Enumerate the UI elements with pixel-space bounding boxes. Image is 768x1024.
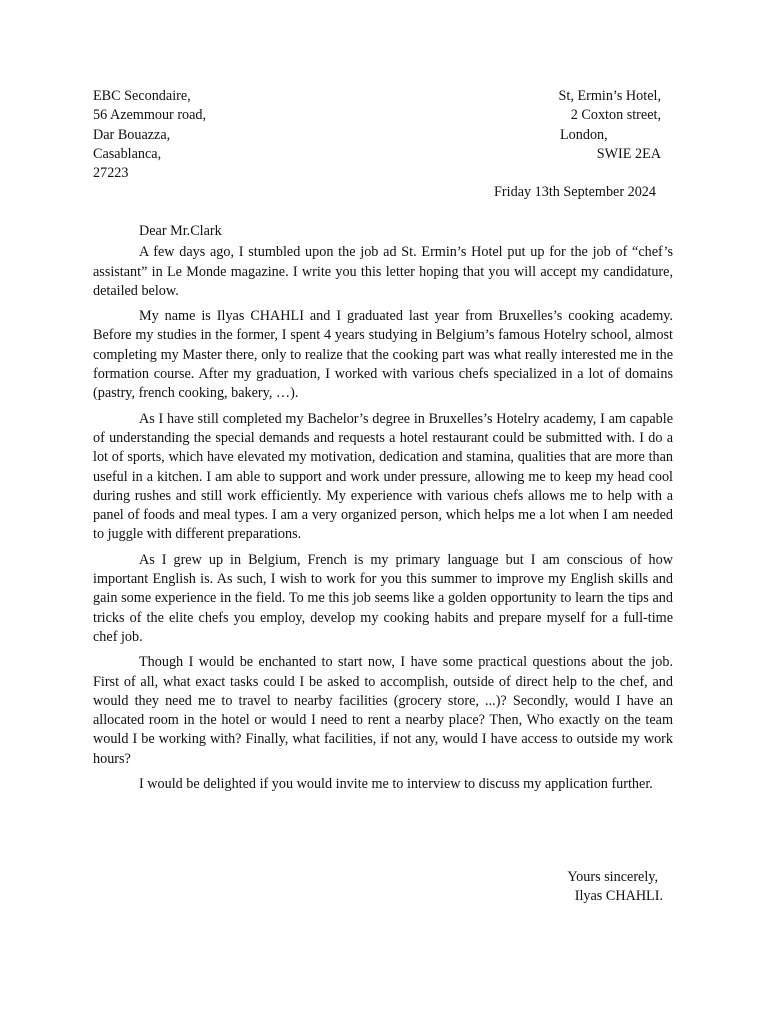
paragraph: As I have still completed my Bachelor’s degree in Bruxelles’s Hotelry academy, I am capable of understanding the special demands and requests a hotel restaurant could be submitted with. I do a lot of sports, which have elevated my motivation, dedication and stamina, qualities that are more than useful in a kitchen. I am able to support and work under pressure, allowing me to keep my head cool during rushes and still work efficiently. My experience with various chefs allows me to help with a panel of foods and meal types. I am a very organized person, which helps me a lot when I am needed to juggle with different preparations. — [93, 410, 673, 543]
sender-line: 56 Azemmour road, — [93, 107, 207, 124]
sender-address — [93, 87, 353, 183]
paragraph: I would be delighted if you would invite me to interview to discuss my application further. — [139, 776, 653, 793]
paragraph: Though I would be enchanted to start now, I have some practical questions about the job. First of all, what exact tasks could I be asked to accomplish, outside of direct help to the chef, and would they need me to travel to nearby facilities (grocery store, ...)? Secondly, would I have an allocated room in the hotel or would I need to rent a nearby place? Then, Who exactly on the team would I be working with? Finally, what facilities, if not any, would I have access to outside my work hours? — [93, 654, 673, 767]
recipient-address — [480, 87, 661, 164]
sender-line: Casablanca, — [93, 145, 162, 162]
paragraph: My name is Ilyas CHAHLI and I graduated last year from Bruxelles’s cooking academy. Before my studies in the former, I spent 4 years studying in Belgium’s famous Hotelry school, almost completing my Master there, only to realize that the cooking part was what really interested me in the formation course. After my graduation, I worked with various chefs specialized in a lot of domains (pastry, french cooking, bakery, …). — [93, 308, 673, 402]
signature-name: Ilyas CHAHLI. — [574, 888, 663, 905]
recipient-line: St, Ermin’s Hotel, — [558, 88, 661, 104]
recipient-line: 2 Coxton street, — [570, 107, 661, 124]
letter-closing — [420, 868, 663, 907]
recipient-line: London, — [560, 126, 608, 143]
valediction: Yours sincerely, — [567, 869, 658, 885]
recipient-line: SWIE 2EA — [596, 145, 661, 162]
sender-line: 27223 — [93, 165, 129, 182]
letter-body — [93, 222, 673, 800]
sender-line: EBC Secondaire, — [93, 88, 191, 104]
paragraph: A few days ago, I stumbled upon the job ad St. Ermin’s Hotel put up for the job of “chef’s assistant” in Le Monde magazine. I write you this letter hoping that you will accept my candidature, detailed below. — [93, 244, 673, 299]
sender-line: Dar Bouazza, — [93, 126, 171, 143]
salutation: Dear Mr.Clark — [139, 223, 222, 239]
paragraph: As I grew up in Belgium, French is my primary language but I am conscious of how important English is. As such, I wish to work for you this summer to improve my English skills and gain some experience in the field. To me this job seems like a golden opportunity to learn the tips and tricks of the elite chefs you employ, develop my cooking habits and prepare myself for a full-time chef job. — [93, 551, 673, 645]
letter-date: Friday 13th September 2024 — [494, 184, 656, 200]
